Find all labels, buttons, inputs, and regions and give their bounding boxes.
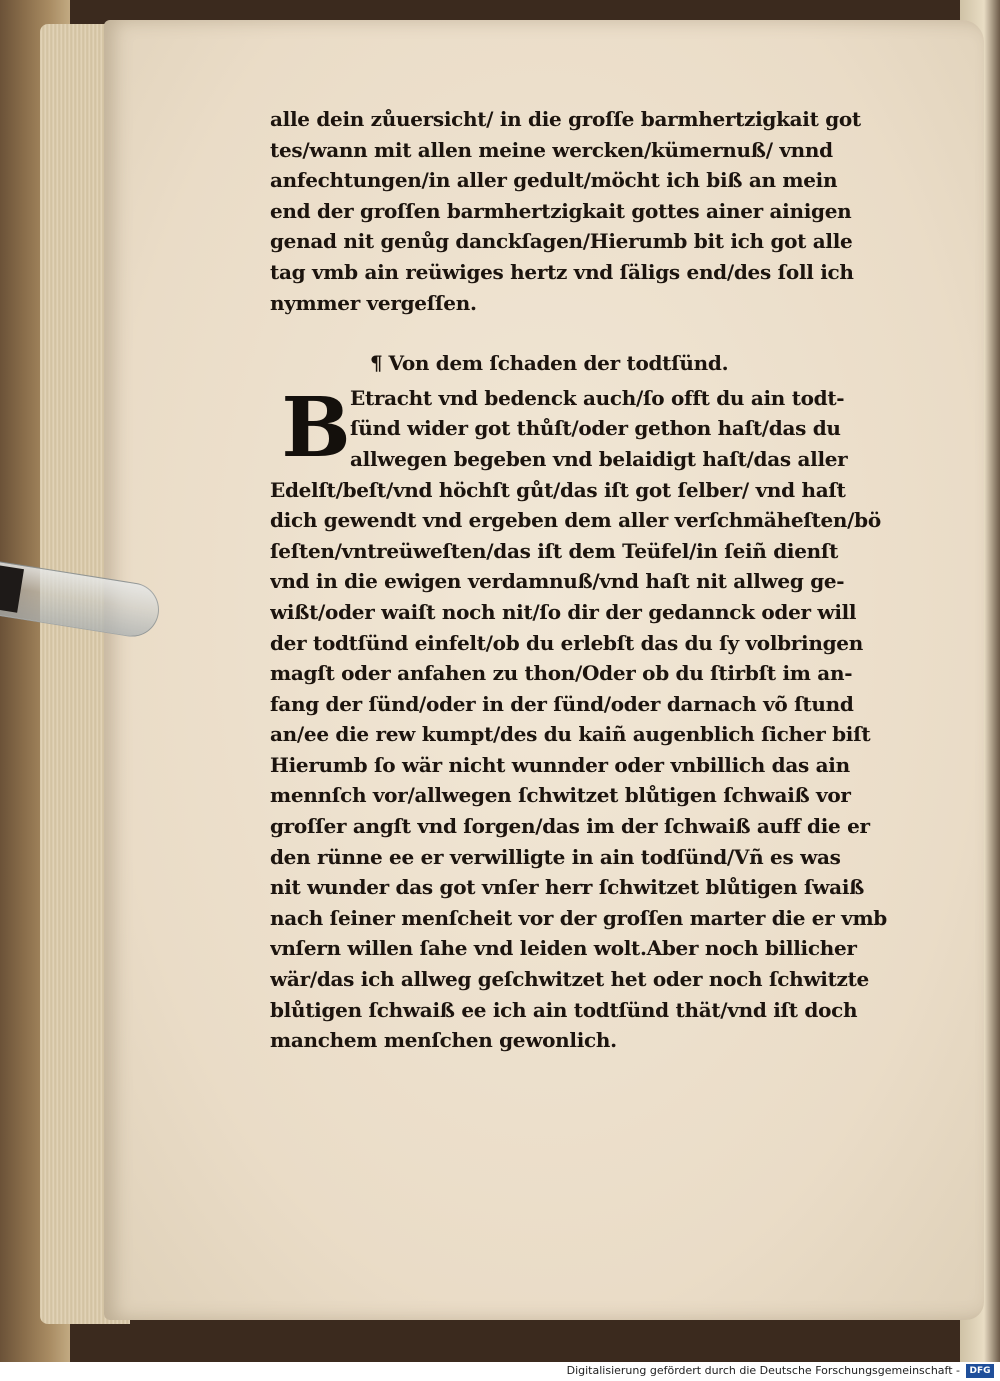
- text-line: wißt/oder waiſt noch nit/ſo dir der gedannck oder will: [270, 599, 857, 624]
- text-line: groſſer angſt vnd ſorgen/das im der ſchwaiß auff die er: [270, 814, 870, 839]
- text-line: tag vmb ain reüwiges hertz vnd ſäligs end/des ſoll ich: [270, 259, 854, 284]
- text-line: den rünne ee er verwilligte in ain todſünd/Vñ es was: [270, 844, 841, 869]
- text-line: anfechtungen/in aller gedult/möcht ich biß an mein: [270, 168, 838, 193]
- section-heading-text: Von dem ſchaden der todtſünd.: [388, 351, 729, 376]
- footer-bar: [0, 1362, 1000, 1381]
- page-text-block: [270, 104, 910, 1056]
- text-line: ſeſten/vntreüweſten/das iſt dem Teüfel/in ſeiñ dienſt: [270, 538, 839, 563]
- text-line: Hierumb ſo wär nicht wunnder oder vnbillich das ain: [270, 752, 850, 777]
- text-line: manchem menſchen gewonlich.: [270, 1028, 617, 1053]
- text-line: der todtſünd einfelt/ob du erlebſt das du ſy volbringen: [270, 630, 863, 655]
- pilcrow-mark: ¶: [370, 351, 383, 376]
- text-line: nit wunder das got vnſer herr ſchwitzet blůtigen ſwaiß: [270, 875, 865, 900]
- section-heading: [270, 348, 910, 379]
- text-line: nymmer vergeſſen.: [270, 290, 477, 315]
- text-line: allwegen begeben vnd belaidigt haſt/das aller: [350, 446, 848, 471]
- text-line: ſünd wider got thůſt/oder gethon haſt/das du: [350, 416, 841, 441]
- text-line: vnſern willen ſahe vnd leiden wolt.Aber noch billicher: [270, 936, 857, 961]
- text-line: blůtigen ſchwaiß ee ich ain todtſünd thät/vnd iſt doch: [270, 997, 858, 1022]
- text-line: wär/das ich allweg geſchwitzet het oder noch ſchwitzte: [270, 967, 869, 992]
- decorated-initial: B: [281, 380, 351, 476]
- text-line: vnd in die ewigen verdamnuß/vnd haſt nit allweg ge-: [270, 569, 845, 594]
- text-line: alle dein zůuersicht/ in die groſſe barmhertzigkait got: [270, 107, 861, 131]
- text-line: Edelſt/beſt/vnd höchſt gůt/das iſt got ſelber/ vnd haſt: [270, 477, 846, 502]
- text-line: end der groſſen barmhertzigkait gottes ainer ainigen: [270, 198, 852, 223]
- text-line: mennſch vor/allwegen ſchwitzet blůtigen ſchwaiß vor: [270, 783, 851, 808]
- text-line: genad nit genůg danckſagen/Hierumb bit ich got alle: [270, 229, 853, 254]
- text-line: dich gewendt vnd ergeben dem aller verſchmäheſten/bö: [270, 508, 881, 533]
- clip-acrylic-arm: [0, 561, 163, 641]
- dfg-logo[interactable]: DFG: [966, 1364, 994, 1378]
- funding-notice: Digitalisierung gefördert durch die Deutsche Forschungsgemeinschaft -: [566, 1364, 960, 1377]
- text-line: tes/wann mit allen meine wercken/kümernuß/ vnnd: [270, 137, 833, 162]
- text-line: an/ee die rew kumpt/des du kaiñ augenblich ſicher biſt: [270, 722, 871, 747]
- text-line: Etracht vnd bedenck auch/ſo offt du ain todt-: [350, 385, 845, 410]
- text-line: magſt oder anfahen zu thon/Oder ob du ſtirbſt im an-: [270, 661, 853, 686]
- text-line: nach ſeiner menſcheit vor der groſſen marter die er vmb: [270, 905, 887, 930]
- text-line: fang der ſünd/oder in der ſünd/oder darnach võ ſtund: [270, 691, 854, 716]
